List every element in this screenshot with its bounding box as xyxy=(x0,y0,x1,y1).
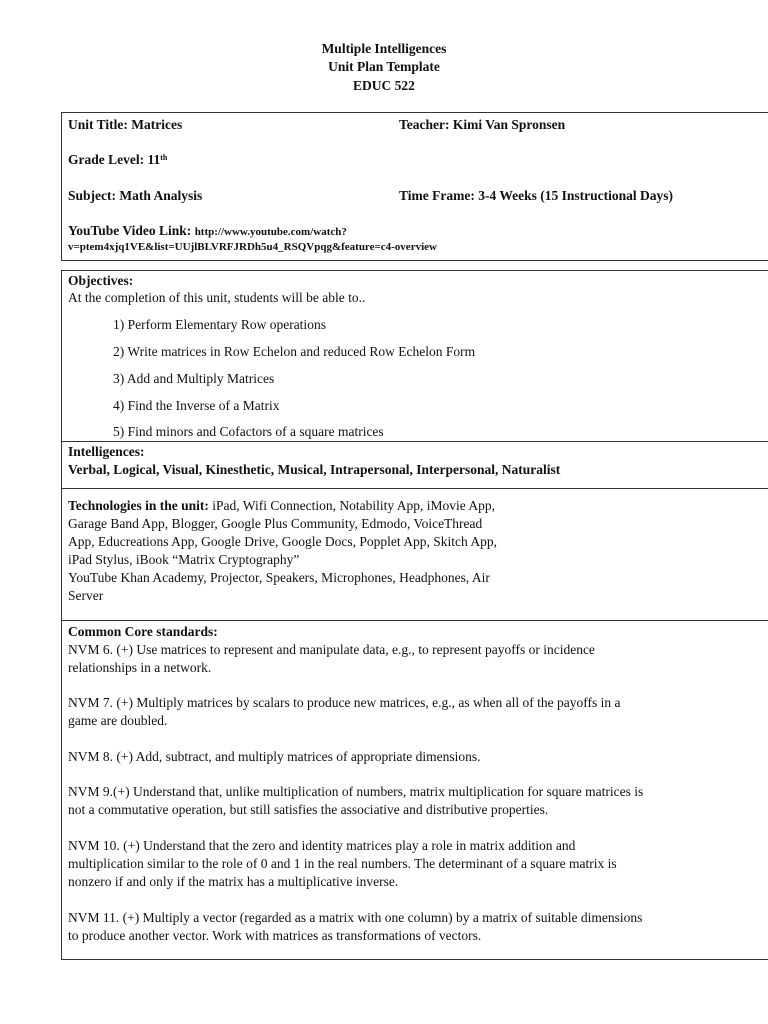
standard-line: NVM 7. (+) Multiply matrices by scalars to produce new matrices, e.g., as when all of the payoffs in a xyxy=(68,695,621,710)
technologies-section xyxy=(61,488,768,621)
technologies-line: Technologies in the unit: iPad, Wifi Connection, Notability App, iMovie App, xyxy=(68,498,495,513)
objectives-section xyxy=(61,270,768,442)
objectives-intro: At the completion of this unit, students will be able to.. xyxy=(68,290,366,305)
standards-heading: Common Core standards: xyxy=(68,624,218,639)
objective-item: 1) Perform Elementary Row operations xyxy=(113,317,326,332)
grade-level: Grade Level: 11th xyxy=(68,152,168,167)
objective-item: 4) Find the Inverse of a Matrix xyxy=(113,398,280,413)
standard-line: NVM 9.(+) Understand that, unlike multiplication of numbers, matrix multiplication for square matrices is xyxy=(68,784,644,799)
standard-line: relationships in a network. xyxy=(68,660,212,675)
standard-line: multiplication similar to the role of 0 and 1 in the real numbers. The determinant of a square matrix is xyxy=(68,856,617,871)
standard-line: game are doubled. xyxy=(68,713,168,728)
technologies-heading: Technologies in the unit: xyxy=(68,498,209,513)
course-code: EDUC 522 xyxy=(353,78,415,93)
document-subtitle: Unit Plan Template xyxy=(328,59,440,74)
unit-info-section xyxy=(61,112,768,261)
objective-item: 5) Find minors and Cofactors of a square matrices xyxy=(113,424,384,439)
intelligences-section xyxy=(61,441,768,489)
youtube-label: YouTube Video Link: xyxy=(68,223,192,238)
teacher-name: Teacher: Kimi Van Spronsen xyxy=(399,117,566,132)
intelligences-list: Verbal, Logical, Visual, Kinesthetic, Musical, Intrapersonal, Interpersonal, Naturalist xyxy=(68,462,561,477)
youtube-url-line1[interactable]: http://www.youtube.com/watch? xyxy=(194,226,347,238)
technologies-line: Garage Band App, Blogger, Google Plus Community, Edmodo, VoiceThread xyxy=(68,516,483,531)
standard-line: not a commutative operation, but still satisfies the associative and distributive properties. xyxy=(68,802,549,817)
youtube-url-line2[interactable]: v=ptem4xjq1VE&list=UUjlBLVRFJRDh5u4_RSQVpqg&feature=c4-overview xyxy=(68,241,437,253)
intelligences-heading: Intelligences: xyxy=(68,444,145,459)
standard-line: NVM 8. (+) Add, subtract, and multiply matrices of appropriate dimensions. xyxy=(68,749,481,764)
technologies-line: iPad Stylus, iBook “Matrix Cryptography” xyxy=(68,552,300,567)
objective-item: 3) Add and Multiply Matrices xyxy=(113,371,275,386)
unit-title: Unit Title: Matrices xyxy=(68,117,183,132)
standard-line: NVM 10. (+) Understand that the zero and identity matrices play a role in matrix addition and xyxy=(68,838,576,853)
technologies-line: Server xyxy=(68,588,104,603)
standard-line: to produce another vector. Work with matrices as transformations of vectors. xyxy=(68,928,482,943)
document-title: Multiple Intelligences xyxy=(321,41,447,56)
objectives-heading: Objectives: xyxy=(68,273,134,288)
standard-line: NVM 6. (+) Use matrices to represent and manipulate data, e.g., to represent payoffs or incidence xyxy=(68,642,595,657)
subject: Subject: Math Analysis xyxy=(68,188,203,203)
time-frame: Time Frame: 3-4 Weeks (15 Instructional Days) xyxy=(399,188,673,203)
standards-section xyxy=(61,620,768,960)
objective-item: 2) Write matrices in Row Echelon and reduced Row Echelon Form xyxy=(113,344,476,359)
technologies-line: YouTube Khan Academy, Projector, Speakers, Microphones, Headphones, Air xyxy=(68,570,490,585)
standard-line: NVM 11. (+) Multiply a vector (regarded as a matrix with one column) by a matrix of suitable dimensions xyxy=(68,910,643,925)
technologies-line: App, Educreations App, Google Drive, Google Docs, Popplet App, Skitch App, xyxy=(68,534,497,549)
standard-line: nonzero if and only if the matrix has a multiplicative inverse. xyxy=(68,874,399,889)
